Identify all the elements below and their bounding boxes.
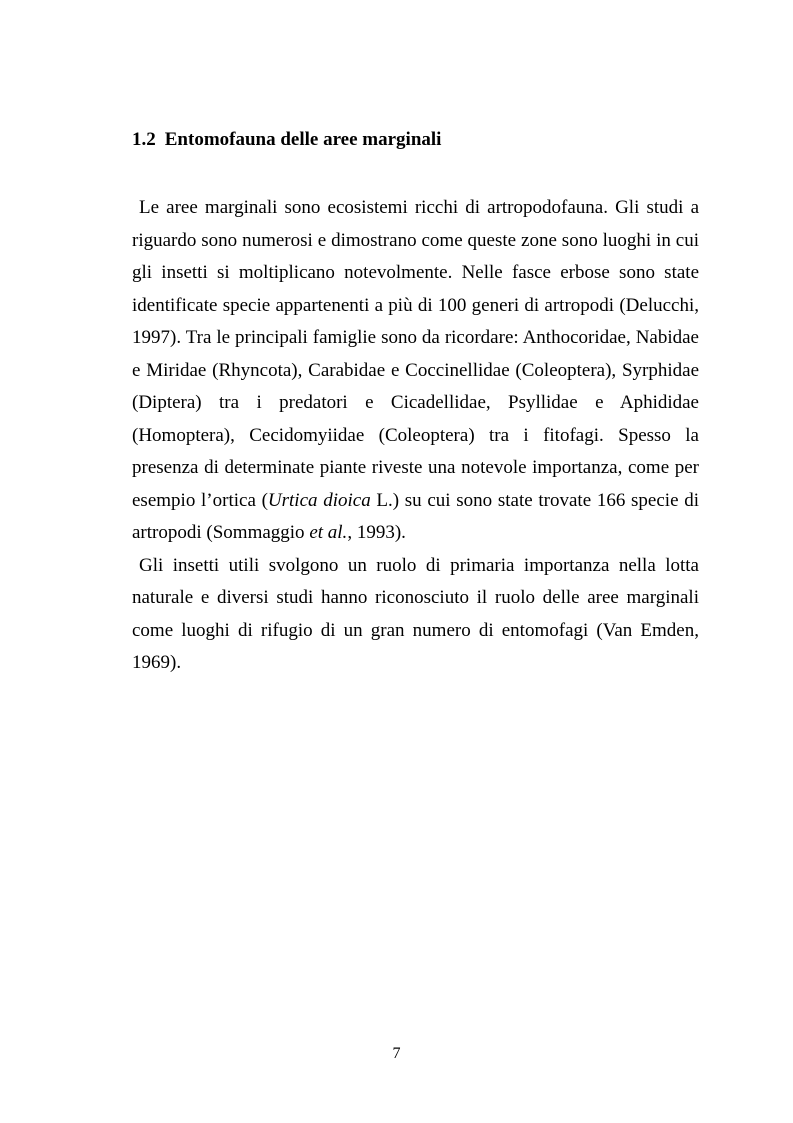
body-text xyxy=(132,192,699,680)
paragraph-1-text-start: Le aree marginali sono ecosistemi ricchi di artropodofauna. Gli studi a riguardo sono numerosi e dimostrano come queste zone sono luoghi in cui gli insetti si moltiplicano notevolmente. Nelle fasce erbose sono state identificate specie appartenenti a più di 100 generi di artropodi (Delucchi, 1997). Tra le principali famiglie sono da ricordare: Anthocoridae, Nabidae e Miridae (Rhyncota), Carabidae e Coccinellidae (Coleoptera), Syrphidae (Diptera) tra i predatori e Cicadellidae, Psyllidae e Aphididae (Homoptera), Cecidomyiidae (Coleoptera) tra i fitofagi. Spesso la presenza di determinate piante riveste una notevole importanza, come per esempio l’ortica ( xyxy=(132,197,699,511)
paragraph-1-text-end: , 1993). xyxy=(347,522,406,543)
section-heading xyxy=(132,128,441,152)
section-title: Entomofauna delle aree marginali xyxy=(164,129,442,150)
species-name: Urtica dioica xyxy=(267,489,371,511)
section-number: 1.2 xyxy=(132,129,156,150)
paragraph-2: Gli insetti utili svolgono un ruolo di primaria importanza nella lotta naturale e diversi studi hanno riconosciuto il ruolo delle aree marginali come luoghi di rifugio di un gran numero di entomofagi (Van Emden, 1969). xyxy=(132,554,699,673)
paragraph-1 xyxy=(132,192,699,550)
paragraph-1-text-mid: L.) su cui sono state trovate 166 specie di artropodi (Sommaggio xyxy=(132,489,699,543)
et-al: et al. xyxy=(309,522,348,543)
page-number: 7 xyxy=(392,1045,401,1062)
